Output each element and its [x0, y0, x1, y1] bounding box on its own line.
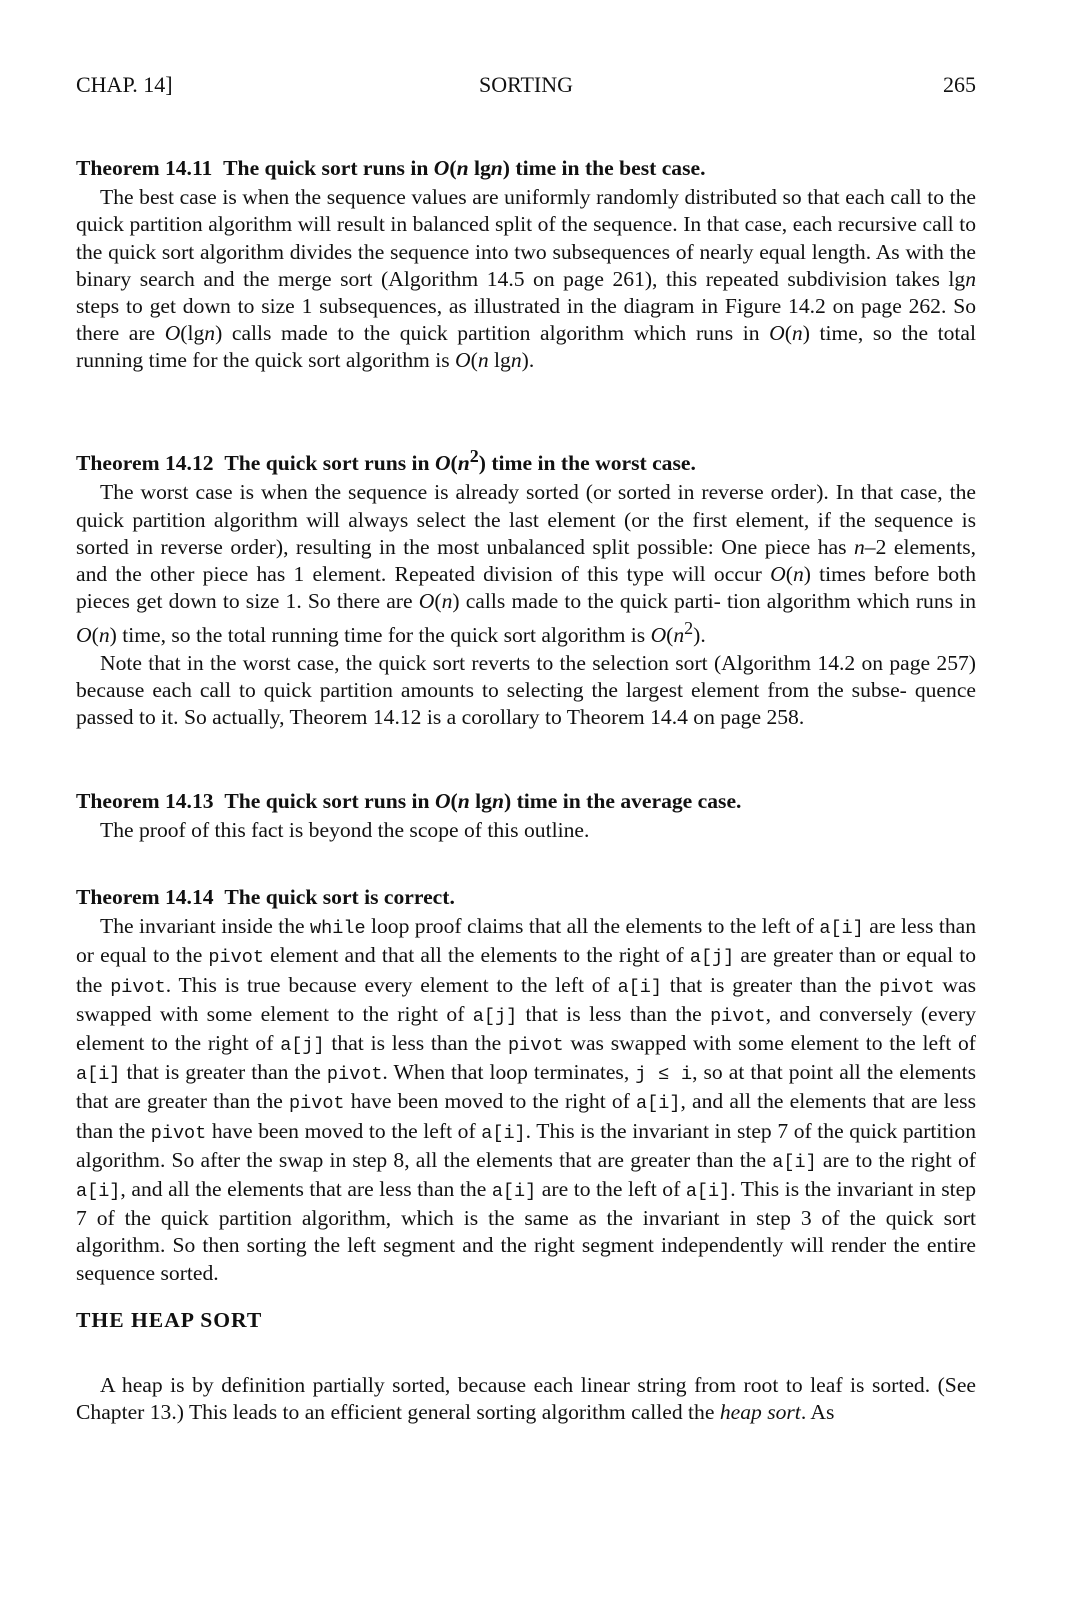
theorem-statement: The quick sort runs in O(n lgn) time in the average case. [224, 789, 742, 813]
theorem-statement: The quick sort is correct. [224, 885, 455, 909]
page-number: 265 [943, 72, 976, 97]
theorem-label: Theorem 14.14 [76, 885, 214, 909]
theorem-heading [76, 443, 976, 477]
theorem-heading [76, 155, 976, 182]
heap-sort-body [76, 1372, 976, 1426]
theorem-proof: The best case is when the sequence values are uniformly randomly distributed so that each call to the quick partition algorithm will result in balanced split of the sequence. In that case, each recursive call to the quick sort algorithm divides the sequence into two subsequences of nearly equal length. As with the binary search and the merge sort (Algorithm 14.5 on page 261), this repeated subdivision takes lgn steps to get down to size 1 subsequences, as illustrated in the diagram in Figure 14.2 on page 262. So there are O(lgn) calls made to the quick partition algorithm which runs in O(n) time, so the total running time for the quick sort algorithm is O(n lgn). [76, 185, 976, 373]
theorem-14-13 [76, 788, 976, 844]
heap-sort-section [76, 1306, 976, 1334]
section-title: SORTING [478, 72, 573, 97]
theorem-label: Theorem 14.13 [76, 789, 214, 813]
theorem-proof: The worst case is when the sequence is already sorted (or sorted in reverse order). In that case, the quick partition algorithm will always select the last element (or the first element, if the sequence is sorted in reverse order), resulting in the most unbalanced split possible: One piece has n–2 elements, and the other piece has 1 element. Repeated division of this type will occur O(n) times before both pieces get down to size 1. So there are O(n) calls made to the quick parti- tion algorithm which runs in O(n) time, so the total running time for the quick sort algorithm is $O(n^2)$. [76, 480, 977, 648]
theorem-proof: The proof of this fact is beyond the scope of this outline. [100, 818, 590, 843]
theorem-label: Theorem 14.12 [76, 451, 214, 476]
theorem-note: Note that in the worst case, the quick sort reverts to the selection sort (Algorithm 14.2 on page 257) because each call to quick partition amounts to selecting the largest element from the subse- quence passed to it. So actually, Theorem 14.12 is a corollary to Theorem 14.4 on page 258. [76, 650, 976, 730]
theorem-statement: The quick sort runs in O(n lgn) time in the best case. [223, 156, 706, 180]
chapter-label: CHAP. 14] [76, 72, 173, 97]
theorem-heading [76, 788, 976, 815]
theorem-14-14 [76, 884, 976, 1287]
theorem-14-11 [76, 155, 976, 375]
theorem-14-12 [76, 443, 976, 731]
section-heading: THE HEAP SORT [76, 1308, 263, 1332]
theorem-proof: The invariant inside the while loop proof claims that all the elements to the left of a[i] are less than or equal to the pivot element and that all the elements to the right of a[j] are greater than or equal to the pivot. This is true because every element to the left of a[i] that is greater than the pivot was swapped with some element to the right of a[j] that is less than the pivot, and conversely (every element to the right of a[j] that is less than the pivot was swapped with some element to the left of a[i] that is greater than the pivot. When that loop terminates, j ≤ i, so at that point all the elements that are greater than the pivot have been moved to the right of a[i], and all the elements that are less than the pivot have been moved to the left of a[i]. This is the invariant in step 7 of the quick partition algorithm. So after the swap in step 8, all the elements that are greater than the a[i] are to the right of a[i], and all the elements that are less than the a[i] are to the left of a[i]. This is the invariant in step 7 of the quick partition algorithm, which is the same as the invariant in step 3 of the quick sort algorithm. So then sorting the left segment and the right segment independently will render the entire sequence sorted. [76, 914, 977, 1285]
running-head [76, 70, 976, 100]
paragraph: A heap is by definition partially sorted, because each linear string from root to leaf is sorted. (See Chapter 13.) This leads to an efficient general sorting algorithm called the heap sort. As [76, 1373, 976, 1425]
theorem-heading [76, 884, 976, 911]
theorem-label: Theorem 14.11 [76, 156, 213, 180]
theorem-statement: The quick sort runs in $O(n^2)$ time in the worst case. [224, 446, 696, 476]
